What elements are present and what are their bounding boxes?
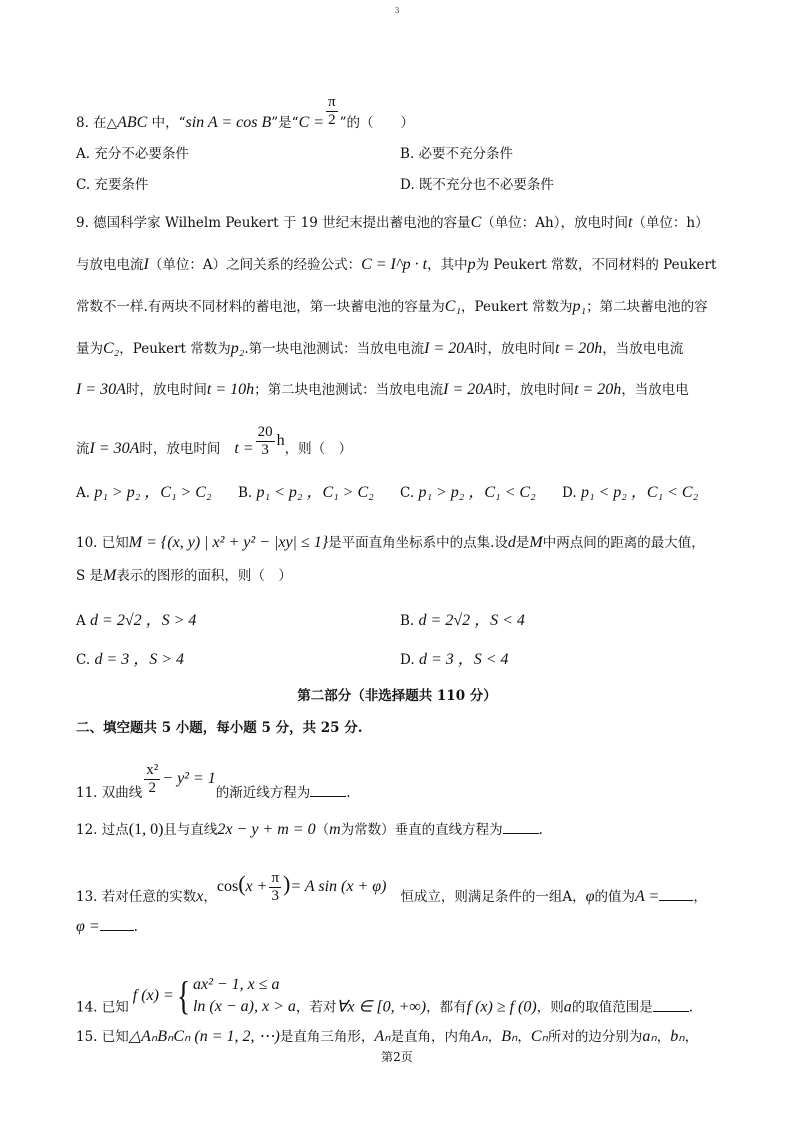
q13-answer-blank-a[interactable] <box>659 900 693 901</box>
q13-answer-blank-phi[interactable] <box>100 930 134 931</box>
q14-answer-blank[interactable] <box>653 1011 689 1012</box>
q9-option-d: D. p₁ < p₂ ，C₁ < C₂ <box>562 484 699 501</box>
question-13-line-2: φ = . <box>76 918 138 935</box>
question-9-line-5: I = 30A时，放电时间t = 10h；第二块电池测试：当放电电流I = 20A时，放电时间t = 20h，当放电电 <box>76 381 689 398</box>
question-9-line-4: 量为C₂，Peukert 常数为p₂.第一块电池测试：当放电电流I = 20A时，放电时间t = 20h，当放电电流 <box>76 340 684 357</box>
page-mark: 3 <box>394 6 400 15</box>
question-10-line-2: S 是M表示的图形的面积，则（ ） <box>76 567 292 584</box>
q9-option-a: A. p₁ > p₂ ，C₁ > C₂ <box>76 484 212 501</box>
question-9-line-6: 流I = 30A时，放电时间 t = $\frac{20}{3}$ h，则（ ） <box>76 424 353 458</box>
question-8-stem: 8. 在△ABC 中，“sin A = cos B”是“C = $\frac{\pi}{2}$ ”的（ ） <box>76 94 415 131</box>
q9-option-b: B. p₁ < p₂ ，C₁ > C₂ <box>238 484 374 501</box>
q8-option-c: C. 充要条件 <box>76 177 149 193</box>
q10-option-c: C. d = 3 ，S > 4 <box>76 651 185 668</box>
question-12: 12. 过点(1, 0)且与直线2x − y + m = 0（m为常数）垂直的直线方程为 . <box>76 821 543 838</box>
q8-option-a: A. 充分不必要条件 <box>76 146 189 162</box>
q11-answer-blank[interactable] <box>310 796 346 797</box>
question-15: 15. 已知△AₙBₙCₙ (n = 1, 2, ⋯)是直角三角形，Aₙ是直角，内角Aₙ，Bₙ，Cₙ所对的边分别为aₙ，bₙ， <box>76 1028 699 1045</box>
part-2-title: 第二部分（非选择题共 110 分） <box>297 688 497 704</box>
q9-option-c: C. p₁ > p₂ ，C₁ < C₂ <box>400 484 536 501</box>
page-number: 第2页 <box>381 1050 413 1064</box>
q8-option-d: D. 既不充分也不必要条件 <box>400 177 554 193</box>
question-11: 11. 双曲线 $\frac{\text{x²}}{2}$ − y² = 1的渐近线方程为 . <box>76 762 351 801</box>
question-14: 14. 已知f (x) ={ ax² − 1, x ≤ a ln (x − a), x > a ，若对∀x ∈ [0, +∞)，都有f (x) ≥ f (0)，则a的取值范围是 . <box>76 973 694 1018</box>
q8-option-b: B. 必要不充分条件 <box>400 146 514 162</box>
q10-option-b: B. d = 2√2 ，S < 4 <box>400 612 525 629</box>
section-fill-in-heading: 二、填空题共 5 小题，每小题 5 分，共 25 分. <box>76 720 363 736</box>
q10-option-a: A d = 2√2 ，S > 4 <box>76 612 197 629</box>
q10-option-d: D. d = 3 ，S < 4 <box>400 651 509 668</box>
question-9-line-2: 与放电电流I（单位：A）之间关系的经验公式：C = I^p · t，其中p为 Peukert 常数，不同材料的 Peukert <box>76 256 717 273</box>
question-13-line-1: 13. 若对任意的实数x，cos(x + $\frac{\pi}{3}$ )= A sin (x + φ)恒成立，则满足条件的一组A，φ的值为A = ， <box>76 870 707 905</box>
question-10-line-1: 10. 已知M = {(x, y) | x² + y² − |xy| ≤ 1}是平面直角坐标系中的点集.设d是M中两点间的距离的最大值， <box>76 534 705 551</box>
question-9-line-3: 常数不一样.有两块不同材料的蓄电池，第一块蓄电池的容量为C₁，Peukert 常数为p₁；第二块蓄电池的容 <box>76 298 708 315</box>
question-9-line-1: 9. 德国科学家 Wilhelm Peukert 于 19 世纪末提出蓄电池的容量C（单位：Ah），放电时间t（单位：h） <box>76 214 709 231</box>
q12-answer-blank[interactable] <box>503 833 539 834</box>
